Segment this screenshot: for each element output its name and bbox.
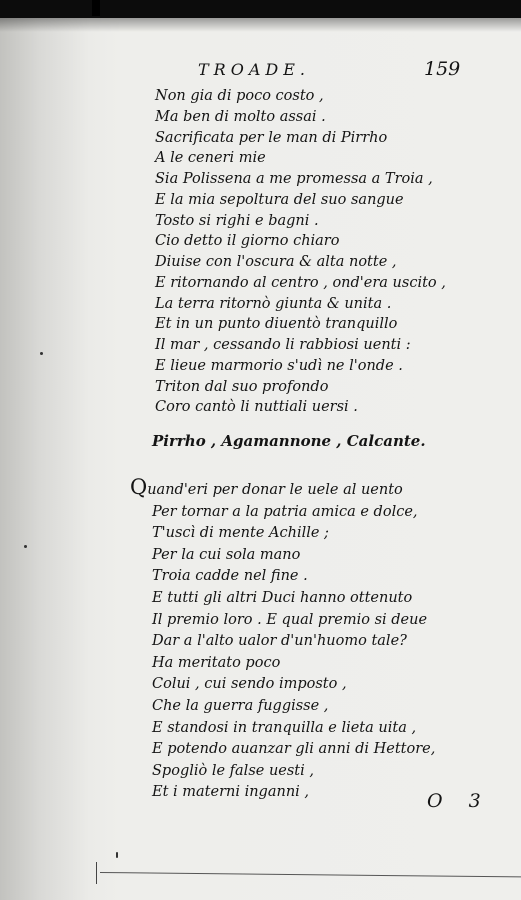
signature-mark: O 3 xyxy=(427,790,491,812)
verse-line: E tutti gli altri Duci hanno ottenuto xyxy=(152,589,413,606)
verse-line: E potendo auanzar gli anni di Hettore, xyxy=(152,741,436,758)
verse-line: Colui , cui sendo imposto , xyxy=(152,676,347,693)
verse-line: Il premio loro . E qual premio si deue xyxy=(152,611,428,628)
verse-line-text: uand'eri per donar le uele al uento xyxy=(147,482,403,498)
ink-speck xyxy=(24,545,27,548)
verse-line: Ma ben di molto assai . xyxy=(155,108,326,125)
verse-line: Dar a l'alto ualor d'un'huomo tale? xyxy=(152,633,407,650)
verse-block-2 xyxy=(130,475,436,804)
drop-cap: Q xyxy=(130,475,148,499)
ink-speck xyxy=(116,852,118,858)
verse-line-with-dropcap xyxy=(130,477,435,502)
verse-line: Non gia di poco costo , xyxy=(155,88,324,104)
verse-line: Spogliò le false uesti , xyxy=(152,762,314,779)
page-bottom-edge-mark xyxy=(96,862,97,884)
verse-line: Che la guerra fuggisse , xyxy=(152,697,329,714)
verse-line: T'uscì di mente Achille ; xyxy=(152,525,329,542)
verse-line: Diuise con l'oscura & alta notte , xyxy=(155,254,397,270)
verse-line: Triton dal suo profondo xyxy=(155,378,329,395)
verse-line: E ritornando al centro , ond'era uscito , xyxy=(155,274,446,291)
top-edge-mark xyxy=(92,0,100,16)
verse-line: A le ceneri mie xyxy=(155,150,266,167)
verse-line: Et i materni inganni , xyxy=(152,784,310,801)
verse-line: E lieue marmorio s'udì ne l'onde . xyxy=(155,357,403,374)
verse-line: Per tornar a la patria amica e dolce, xyxy=(152,503,418,520)
verse-line: Il mar , cessando li rabbiosi uenti : xyxy=(155,337,411,353)
verse-block-1 xyxy=(155,86,446,418)
verse-line: La terra ritornò giunta & unita . xyxy=(155,295,392,312)
verse-line: E la mia sepoltura del suo sangue xyxy=(155,191,404,208)
verse-line: Sacrificata per le man di Pirrho xyxy=(155,129,388,146)
gutter-shadow xyxy=(0,18,90,900)
verse-line: Sia Polissena a me promessa a Troia , xyxy=(155,171,433,187)
speaker-heading: Pirrho , Agamannone , Calcante. xyxy=(152,432,426,450)
ink-speck xyxy=(40,352,43,355)
running-title: TROADE. xyxy=(198,60,310,79)
verse-line: Cio detto il giorno chiaro xyxy=(155,233,340,250)
verse-line: Troia cadde nel fine . xyxy=(152,568,308,585)
verse-line: Et in un punto diuentò tranquillo xyxy=(155,316,398,333)
verse-line: Ha meritato poco xyxy=(152,654,281,671)
verse-line: Coro cantò li nuttiali uersi . xyxy=(155,399,358,416)
page-bottom-edge xyxy=(100,872,521,891)
page-number: 159 xyxy=(424,58,461,80)
page-top-edge xyxy=(0,0,521,18)
verse-line: Tosto si righi e bagni . xyxy=(155,212,319,229)
verse-line: E standosi in tranquilla e lieta uita , xyxy=(152,719,417,736)
verse-line: Per la cui sola mano xyxy=(152,546,301,563)
